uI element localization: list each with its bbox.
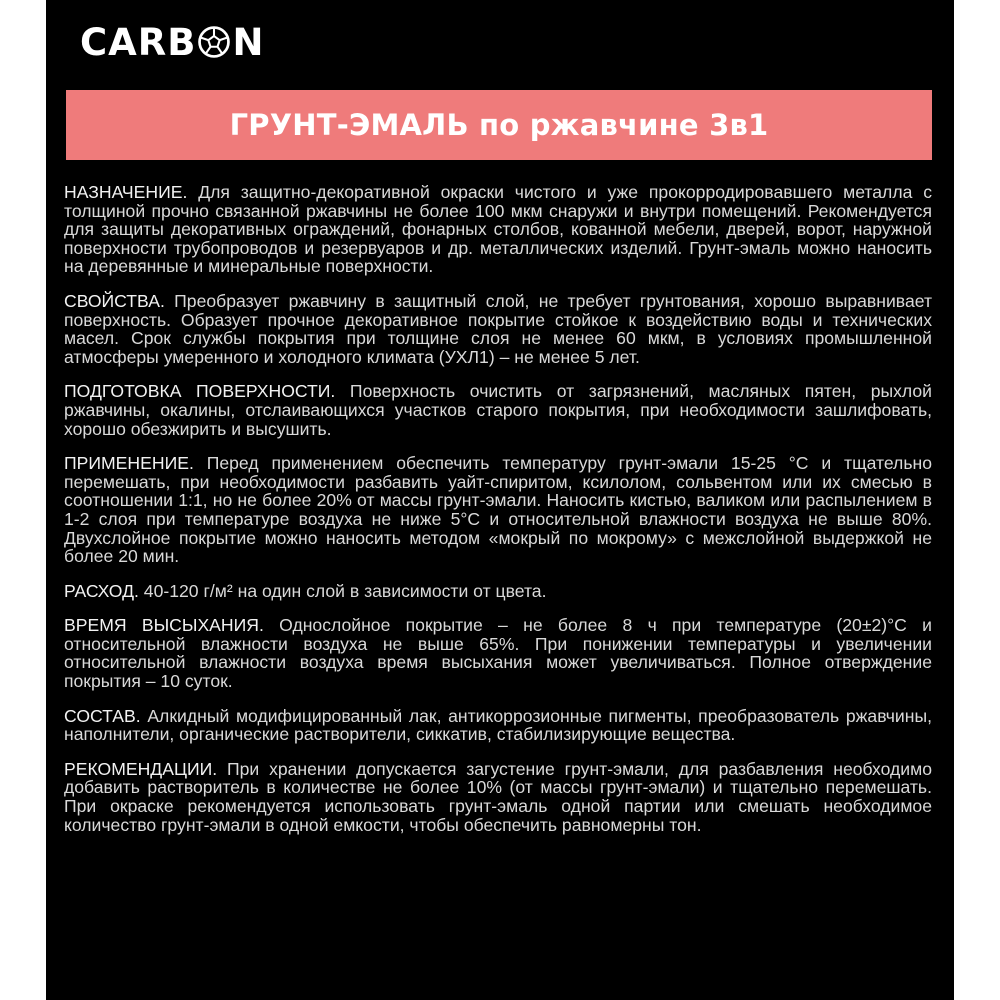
section-body: Преобразует ржавчину в защитный слой, не требует грунтования, хорошо выравнивает поверхность. Образует прочное декоративное покрытие стойкое к воздействию воды и технических масел. Срок службы покрытия при толщине слоя не менее 60 мкм, в условиях промышленной атмосферы умеренного и холодного климата (УХЛ1) – не менее 5 лет. <box>64 290 932 367</box>
section-heading: СВОЙСТВА. <box>64 290 165 311</box>
section-drying-time <box>64 616 932 690</box>
section-body: Однослойное покрытие – не более 8 ч при температуре (20±2)°С и относительной влажности воздуха не выше 65%. При понижении температуры и увеличении относительной влажности воздуха время высыхания может увеличиваться. Полное отверждение покрытия – 10 суток. <box>64 615 932 692</box>
description-content <box>64 183 932 850</box>
football-icon <box>197 25 231 59</box>
section-body: При хранении допускается загустение грунт-эмали, для разбавления необходимо добавить растворитель в количестве не более 10% (от массы грунт-эмали) и тщательно перемешать. При окраске рекомендуется использовать грунт-эмаль одной партии или смешать необходимое количество грунт-эмали в одной емкости, чтобы обеспечить равномерны тон. <box>64 758 932 835</box>
section-properties <box>64 292 932 366</box>
section-heading: ПРИМЕНЕНИЕ. <box>64 453 194 474</box>
section-heading: РЕКОМЕНДАЦИИ. <box>64 758 218 779</box>
section-purpose <box>64 183 932 276</box>
section-heading: РАСХОД. <box>64 580 139 601</box>
title-banner <box>66 90 932 160</box>
section-surface-preparation <box>64 382 932 438</box>
section-body: Алкидный модифицированный лак, антикоррозионные пигменты, преобразователь ржавчины, наполнители, органические растворители, сиккатив, стабилизирующие вещества. <box>64 705 932 745</box>
section-application <box>64 454 932 566</box>
section-consumption <box>64 582 932 601</box>
logo-text-left: CARB <box>80 20 197 64</box>
section-heading: ПОДГОТОВКА ПОВЕРХНОСТИ. <box>64 381 336 402</box>
brand-logo <box>80 18 264 66</box>
section-composition <box>64 707 932 744</box>
section-heading: НАЗНАЧЕНИЕ. <box>64 182 188 202</box>
section-heading: СОСТАВ. <box>64 705 141 726</box>
section-body: Поверхность очистить от загрязнений, масляных пятен, рыхлой ржавчины, окалины, отслаивающихся участков старого покрытия, при необходимости зашлифовать, хорошо обезжирить и высушить. <box>64 381 932 439</box>
section-body: 40-120 г/м² на один слой в зависимости от цвета. <box>138 580 547 601</box>
section-recommendations <box>64 760 932 834</box>
section-body: Для защитно-декоративной окраски чистого и уже прокорродировавшего металла с толщиной прочно связанной ржавчины не более 100 мкм снаружи и внутри помещений. Рекомендуется для защиты декоративных ограждений, фонарных столбов, кованной мебели, дверей, ворот, наружной поверхности трубопроводов и резервуаров и др. металлических изделий. Грунт-эмаль можно наносить на деревянные и минеральные поверхности. <box>64 182 932 277</box>
product-title: ГРУНТ-ЭМАЛЬ по ржавчине 3в1 <box>229 108 769 142</box>
section-body: Перед применением обеспечить температуру грунт-эмали 15-25 °С и тщательно перемешать, при необходимости разбавить уайт-спиритом, ксилолом, сольвентом или их смесью в соотношении 1:1, но не более 20% от массы грунт-эмали. Наносить кистью, валиком или распылением в 1-2 слоя при температуре воздуха не ниже 5°С и относительной влажности воздуха не выше 80%. Двухслойное покрытие можно наносить методом «мокрый по мокрому» с межслойной выдержкой не более 20 мин. <box>64 453 932 567</box>
logo-text-right: N <box>232 20 265 64</box>
section-heading: ВРЕМЯ ВЫСЫХАНИЯ. <box>64 615 264 636</box>
